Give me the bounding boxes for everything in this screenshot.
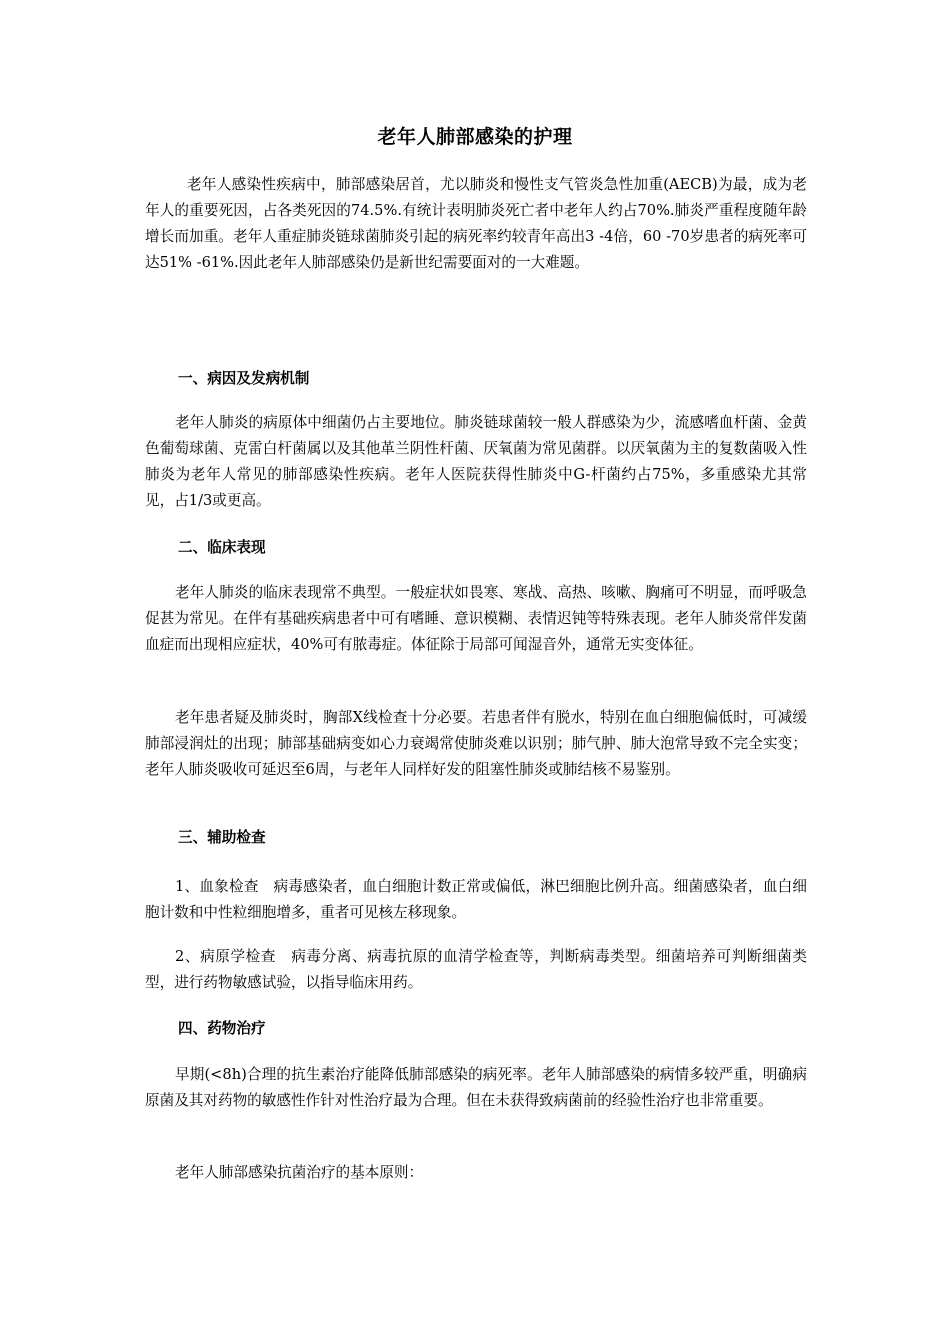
etiology-paragraph: 老年人肺炎的病原体中细菌仍占主要地位。肺炎链球菌较一般人群感染为少，流感嗜血杆菌、金黄色葡萄球菌、克雷白杆菌属以及其他革兰阴性杆菌、厌氧菌为常见菌群。以厌氧菌为主的复数菌吸入性肺炎为老年人常见的肺部感染性疾病。老年人医院获得性肺炎中G-杆菌约占75%，多重感染尤其常见，占1/3或更高。: [145, 414, 807, 509]
clinical-paragraph-2: 老年患者疑及肺炎时，胸部X线检查十分必要。若患者伴有脱水，特别在血白细胞偏低时，可减缓肺部浸润灶的出现；肺部基础病变如心力衰竭常使肺炎难以识别；肺气肿、肺大泡常导致不完全实变；老年人肺炎吸收可延迟至6周，与老年人同样好发的阻塞性肺炎或肺结核不易鉴别。: [145, 709, 807, 778]
clinical-paragraph-1: 老年人肺炎的临床表现常不典型。一般症状如畏寒、寒战、高热、咳嗽、胸痛可不明显，而呼吸急促甚为常见。在伴有基础疾病患者中可有嗜睡、意识模糊、表情迟钝等特殊表现。老年人肺炎常伴发菌血症而出现相应症状，40%可有脓毒症。体征除于局部可闻湿音外，通常无实变体征。: [145, 584, 807, 653]
exam-blood-paragraph: 1、血象检查 病毒感染者，血白细胞计数正常或偏低，淋巴细胞比例升高。细菌感染者，血白细胞计数和中性粒细胞增多，重者可见核左移现象。: [145, 878, 807, 921]
treatment-paragraph-2: 老年人肺部感染抗菌治疗的基本原则：: [175, 1164, 424, 1181]
section-heading-etiology: 一、病因及发病机制: [178, 370, 310, 387]
exam-pathogen-paragraph: 2、病原学检查 病毒分离、病毒抗原的血清学检查等，判断病毒类型。细菌培养可判断细菌类型，进行药物敏感试验，以指导临床用药。: [145, 948, 807, 991]
section-heading-examination: 三、辅助检查: [178, 829, 266, 846]
section-heading-clinical: 二、临床表现: [178, 539, 266, 556]
treatment-paragraph-1: 早期(<8h)合理的抗生素治疗能降低肺部感染的病死率。老年人肺部感染的病情多较严重，明确病原菌及其对药物的敏感性作针对性治疗最为合理。但在未获得致病菌前的经验性治疗也非常重要。: [145, 1066, 807, 1109]
section-heading-treatment: 四、药物治疗: [178, 1020, 266, 1037]
intro-paragraph: 老年人感染性疾病中，肺部感染居首，尤以肺炎和慢性支气管炎急性加重(AECB)为最，成为老年人的重要死因，占各类死因的74.5%.有统计表明肺炎死亡者中老年人约占70%.肺炎严重程度随年龄增长而加重。老年人重症肺炎链球菌肺炎引起的病死率约较青年高出3 -4倍，60 -70岁患者的病死率可达51% -61%.因此老年人肺部感染仍是新世纪需要面对的一大难题。: [145, 176, 807, 271]
document-title: 老年人肺部感染的护理: [377, 126, 573, 148]
